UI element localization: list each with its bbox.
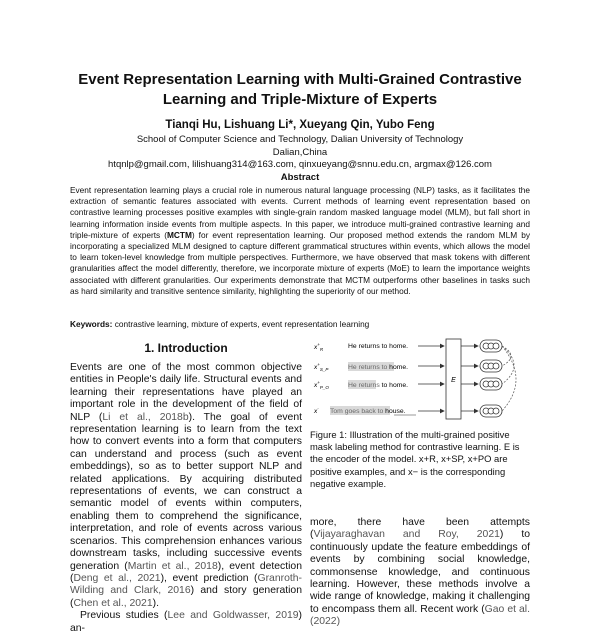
sentence-positive-po: He returns to home.	[348, 382, 409, 389]
right-column-text	[310, 517, 530, 629]
label-x-r: $x^+_R$	[314, 342, 324, 352]
sentence-positive-sp: He returns to home.	[348, 364, 409, 371]
title-line-1: Event Representation Learning with Multi-Grained Contrastive	[78, 71, 522, 88]
keywords-label: Keywords:	[70, 319, 113, 329]
citation-link[interactable]: Deng et al., 2021	[73, 572, 161, 584]
text-run: ), event prediction (	[160, 572, 258, 584]
citation-link[interactable]: Granroth-Wilding and Clark, 2016	[70, 572, 302, 597]
affiliation-line-1: School of Computer Science and Technology, Dalian University of Technology	[136, 134, 464, 145]
figure-1-diagram	[306, 336, 530, 426]
paper-title	[0, 70, 600, 110]
contrast-link-1	[502, 346, 511, 366]
sentence-negative: Tom goes back to house.	[330, 408, 406, 415]
embedding-capsule-2	[480, 360, 502, 372]
keywords-line	[70, 319, 530, 329]
intro-paragraph-1	[70, 362, 302, 610]
affiliation-line-2: Dalian,China	[272, 146, 328, 158]
text-run: ), event detection (	[70, 560, 302, 584]
text-run: Events are one of the most common objective entities in People's daily life. Structural events and learning their representations have played an important role in the development of the field of NLP (	[70, 362, 302, 423]
text-run: ) and story generation (	[70, 585, 302, 609]
citation-link[interactable]: Lee and Goldwasser, 2019	[167, 610, 299, 622]
text-run: Previous studies (	[80, 610, 168, 622]
title-line-2: Learning and Triple-Mixture of Experts	[162, 91, 438, 108]
author-emails: htqnlp@gmail.com, lilishuang314@163.com, qinxueyang@snnu.edu.cn, argmax@126.com	[108, 159, 492, 170]
sentence-positive-random: He returns to home.	[348, 343, 409, 350]
label-x-sp: $x^+_{S\_P}$	[314, 362, 329, 372]
embedding-capsule-3	[480, 378, 502, 390]
citation-link[interactable]: Martin et al., 2018	[127, 560, 218, 572]
abstract-text	[70, 185, 530, 297]
affiliation-block	[0, 134, 600, 172]
author-list: Tianqi Hu, Lishuang Li*, Xueyang Qin, Yubo Feng	[165, 119, 435, 131]
text-run: ) to continuously update the feature embeddings of events by combining social knowledge, commonsense knowledge, and continuous learning. However, these methods involve a wide range of knowledge, making it challenging to encompass them all. Recent work (	[310, 529, 530, 615]
label-x-po: $x^+_{P\_O}$	[314, 380, 329, 390]
abstract-method-name: MCTM	[166, 229, 192, 240]
citation-link[interactable]: Li et al., 2018b	[102, 411, 189, 423]
figure-1-caption: Figure 1: Illustration of the multi-grained positive mask labeling method for contrastive learning. E is the encoder of the model. x+R, x+SP, x+PO are positive examples, and x− is the corresponding negative example.	[310, 429, 520, 489]
embedding-capsule-4	[480, 405, 502, 417]
citation-link[interactable]: Vijayaraghavan and Roy, 2021	[313, 529, 500, 541]
keywords-text: contrastive learning, mixture of experts, event representation learning	[112, 319, 370, 329]
intro-paragraph-2	[70, 610, 302, 635]
text-run: ).	[152, 597, 159, 609]
abstract-part-1: Event representation learning plays a crucial role in numerous natural language processing (NLP) tasks, as it facilitates the extraction of semantic features associated with events. Current methods of learning event representation based on contrastive learning processes positive examples with single-grain random masked language model (MLM), but fall short in learning information inside events from multiple aspects. In this paper, we introduce multi-grained contrastive learning and triple-mixture of experts (	[70, 185, 530, 240]
text-run: more, there have been attempts (	[310, 517, 530, 541]
left-column-text	[70, 362, 302, 635]
contrast-link-3	[502, 346, 516, 411]
citation-link[interactable]: Chen et al., 2021	[73, 597, 153, 609]
abstract-part-2: ) for event representation learning. Our proposed method extends the random MLM by incorporating a specialized MLM designed to capture different grammatical structures within events, which allows the model to learn token-level knowledge from multiple perspectives. Furthermore, we have observed that mask tokens with different granularities affect the model differently, therefore, we incorporate mixture of experts (MoE) to learn the importance weights associated with different granularities. Our experiments demonstrate that MCTM outperforms other baselines in tasks such as hard similarity and transitive sentence similarity, highlighting the superiority of our method.	[70, 229, 530, 296]
label-x-neg: x-	[314, 406, 319, 415]
citation-link[interactable]: Gao et al. (2022)	[310, 603, 531, 628]
embedding-capsule-1	[480, 340, 502, 352]
abstract-heading: Abstract	[280, 172, 320, 183]
section-heading-introduction: 1. Introduction	[144, 341, 228, 355]
text-run: ). The goal of event representation learning is to learn from the text how to convert events into a form that computers can understand and process (such as event embeddings), so as to better support NLP and related applications. By acquiring distributed representations of events, we can construct a semantic model of events within computers, enabling them to comprehend the significance, interpretation, and role of events across various scenarios. This comprehension enhances various downstream tasks, including successive events generation (	[70, 411, 303, 572]
text-run: ) an-	[70, 610, 302, 634]
encoder-label: E	[451, 377, 456, 384]
